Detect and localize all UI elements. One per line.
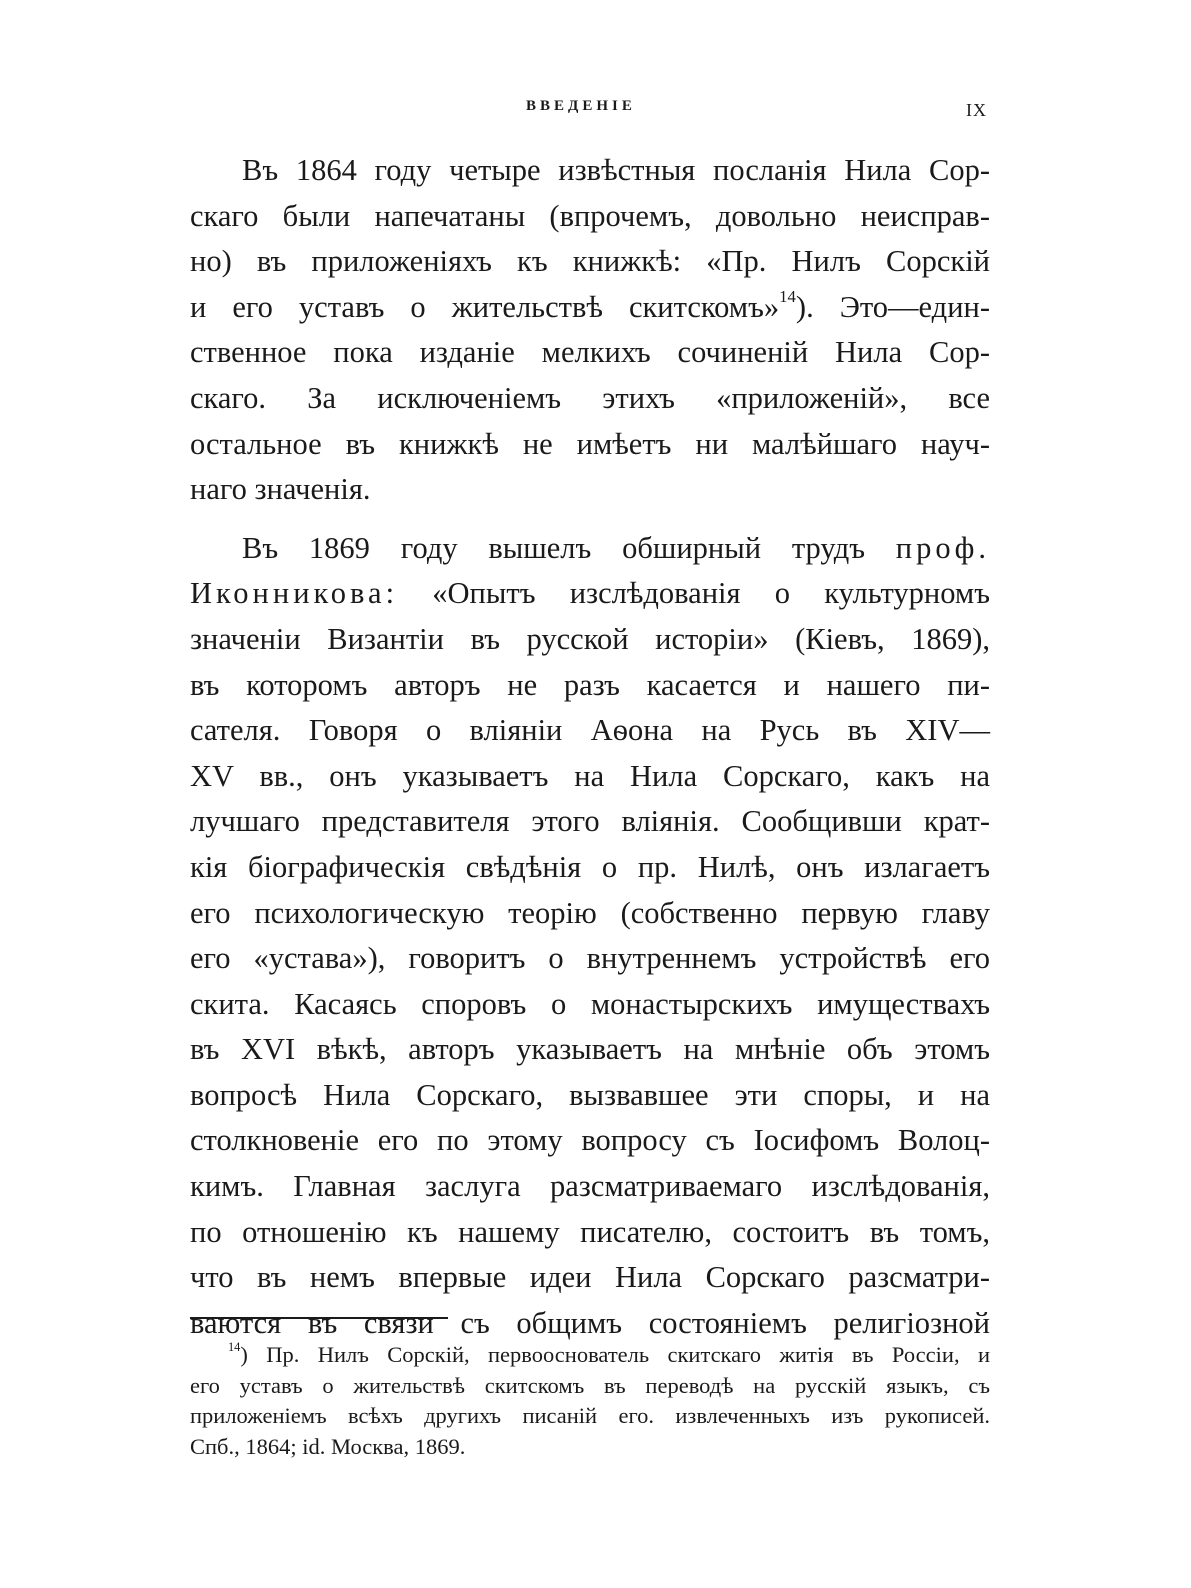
text-line: наго значенія.	[190, 472, 371, 507]
footnote-line: его уставъ о жительствѣ скитскомъ въ переводѣ на русскій языкъ, съ	[190, 1372, 990, 1398]
body-text	[190, 148, 990, 1346]
text-line: но) въ приложеніяхъ къ книжкѣ: «Пр. Нилъ Сорскій	[190, 244, 990, 279]
footnote-line: Спб., 1864; id. Москва, 1869.	[190, 1433, 466, 1459]
text-line: скита. Касаясь споровъ о монастырскихъ имуществахъ	[190, 986, 990, 1021]
text-line-part: ). Это—един-	[795, 289, 990, 324]
text-line: его «устава»), говоритъ о внутреннемъ устройствѣ его	[190, 941, 990, 976]
text-line: XV вв., онъ указываетъ на Нила Сорскаго, какъ на	[190, 758, 990, 793]
text-line: скаго были напечатаны (впрочемъ, довольно неисправ-	[190, 198, 990, 233]
text-line-part: и его уставъ о жительствѣ скитскомъ»	[190, 289, 780, 324]
spaced-word: проф.	[895, 530, 991, 565]
text-line: скаго. За исключеніемъ этихъ «приложеній», все	[190, 380, 990, 415]
text-line-part: «Опытъ изслѣдованія о культурномъ	[432, 576, 990, 611]
text-line: остальное въ книжкѣ не имѣетъ ни малѣйшаго науч-	[190, 426, 990, 461]
text-line: столкновеніе его по этому вопросу съ Іосифомъ Волоц-	[190, 1123, 990, 1158]
text-line: кимъ. Главная заслуга разсматриваемаго изслѣдованія,	[190, 1169, 990, 1204]
text-line-part: Въ 1869 году вышелъ обширный трудъ	[242, 530, 865, 565]
footnote-marker: 14	[228, 1339, 241, 1354]
footnote-reference: 14	[779, 286, 796, 306]
text-line: Въ 1864 году четыре извѣстныя посланія Нила Сор-	[242, 153, 990, 187]
running-head	[0, 98, 1191, 122]
text-line: его психологическую теорію (собственно первую главу	[190, 895, 990, 930]
text-line: кія біографическія свѣдѣнія о пр. Нилѣ, онъ излагаетъ	[190, 849, 990, 884]
text-line: въ XVI вѣкѣ, авторъ указываетъ на мнѣніе объ этомъ	[190, 1032, 990, 1067]
text-line: въ которомъ авторъ не разъ касается и нашего пи-	[190, 667, 990, 702]
footnote-line: приложеніемъ всѣхъ другихъ писаній его. извлеченныхъ изъ рукописей.	[190, 1403, 990, 1428]
text-line: ственное пока изданіе мелкихъ сочиненій Нила Сор-	[190, 335, 990, 370]
text-line: по отношенію къ нашему писателю, состоитъ въ томъ,	[190, 1214, 990, 1249]
text-line	[190, 571, 990, 617]
text-line: что въ немъ впервые идеи Нила Сорскаго разсматри-	[190, 1260, 990, 1295]
text-line: значеніи Византіи въ русской исторіи» (Кіевъ, 1869),	[190, 621, 990, 656]
footnote-rule	[190, 1317, 448, 1319]
paragraph-gap	[190, 513, 990, 526]
footnote-line	[190, 1340, 990, 1371]
text-line: сателя. Говоря о вліяніи Аѳона на Русь въ XIV—	[190, 713, 990, 748]
running-title: ВВЕДЕНІЕ	[526, 98, 636, 114]
footnote-line-part: ) Пр. Нилъ Сорскій, первооснователь скитскаго житія въ Россіи, и	[240, 1342, 990, 1367]
text-line	[190, 285, 990, 331]
page-number: IX	[966, 100, 987, 120]
text-line: вопросѣ Нила Сорскаго, вызвавшее эти споры, и на	[190, 1077, 990, 1112]
footnote	[190, 1340, 990, 1462]
spaced-author-name: Иконникова:	[190, 576, 399, 611]
text-line: лучшаго представителя этого вліянія. Сообщивши крат-	[190, 804, 990, 839]
text-line	[190, 526, 990, 572]
text-line: ваются въ связи съ общимъ состояніемъ религіозной	[190, 1305, 990, 1340]
